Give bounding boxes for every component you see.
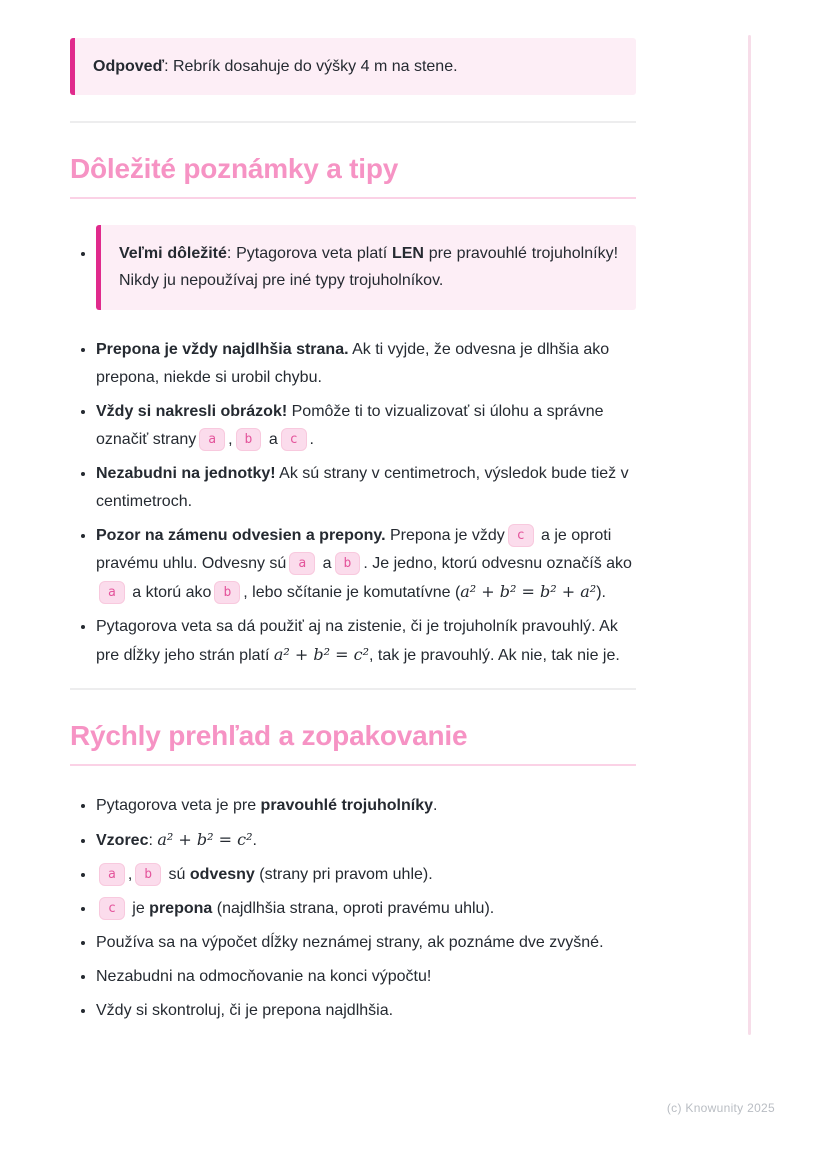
text-segment: pre pravouhlé trojuholníky! Nikdy ju nepoužívaj pre iné typy trojuholníkov.: [119, 245, 619, 290]
list-item: [96, 895, 636, 923]
text-segment: : Pytagorova veta platí: [226, 245, 392, 263]
bold-text-segment: pravouhlé trojuholníky: [260, 796, 434, 814]
bold-text-segment: Nezabudni na jednotky!: [96, 464, 276, 482]
inline-code-badge: b: [214, 581, 240, 604]
text-segment: Prepona je vždy: [385, 526, 505, 544]
list-item: [96, 398, 636, 454]
list-item: [96, 826, 636, 855]
important-callout-list: [70, 225, 636, 309]
text-segment: Pytagorova veta sa dá použiť aj na zistenie, či je trojuholník pravouhlý. Ak pre dĺžky jeho strán platí: [96, 617, 618, 664]
text-segment: Pytagorova veta je pre: [96, 796, 261, 814]
page-edge-line: [748, 35, 751, 1035]
text-segment: Ak sú strany v centimetroch, výsledok bude tiež v centimetroch.: [96, 464, 629, 510]
text-segment: a je oproti pravému uhlu. Odvesny sú: [96, 526, 612, 572]
text-segment: .: [252, 831, 257, 849]
bold-text-segment: Odpoveď: [93, 58, 165, 75]
text-segment: . Je jedno, ktorú odvesnu označíš ako: [363, 554, 632, 572]
text-segment: .: [309, 430, 314, 448]
text-segment: a: [264, 430, 278, 448]
text-segment: Vždy si skontroluj, či je prepona najdlhšia.: [96, 1001, 394, 1019]
section-title-summary: Rýchly prehľad a zopakovanie: [70, 720, 636, 766]
bold-text-segment: Prepona je vždy najdlhšia strana.: [96, 340, 349, 358]
inline-code-badge: a: [289, 552, 315, 575]
inline-code-badge: c: [508, 524, 534, 547]
list-item: [96, 861, 636, 889]
text-segment: Ak ti vyjde, že odvesna je dlhšia ako prepona, niekde si urobil chybu.: [96, 340, 610, 386]
text-segment: ,: [228, 430, 233, 448]
bold-text-segment: Pozor na zámenu odvesien a prepony.: [96, 526, 386, 544]
inline-code-badge: c: [281, 428, 307, 451]
text-segment: : Rebrík dosahuje do výšky 4 m na stene.: [164, 58, 458, 75]
text-segment: , lebo sčítanie je komutatívne (: [243, 583, 461, 601]
inline-code-badge: a: [99, 863, 125, 886]
document-content: [70, 38, 636, 1031]
list-item: [96, 963, 636, 991]
inline-code-badge: b: [335, 552, 361, 575]
inline-code-badge: a: [199, 428, 225, 451]
section-divider: [70, 121, 636, 123]
bold-text-segment: odvesny: [189, 865, 255, 883]
text-segment: ).: [596, 583, 606, 601]
math-expression: a² + b² = b² + a²: [460, 581, 597, 601]
section-title-notes: Dôležité poznámky a tipy: [70, 153, 636, 199]
bold-text-segment: LEN: [391, 245, 424, 263]
notes-bullet-list: [70, 336, 636, 670]
text-segment: , tak je pravouhlý. Ak nie, tak nie je.: [369, 646, 620, 664]
inline-code-badge: a: [99, 581, 125, 604]
text-segment: Používa sa na výpočet dĺžky neznámej strany, ak poznáme dve zvyšné.: [96, 933, 604, 951]
text-segment: :: [148, 831, 158, 849]
section-divider: [70, 688, 636, 690]
bold-text-segment: Vzorec: [96, 831, 149, 849]
answer-callout: [70, 38, 636, 95]
text-segment: (strany pri pravom uhle).: [254, 865, 433, 883]
inline-code-badge: c: [99, 897, 125, 920]
text-segment: a ktorú ako: [127, 583, 212, 601]
inline-code-badge: b: [236, 428, 262, 451]
text-segment: .: [433, 796, 438, 814]
list-item: [96, 225, 636, 309]
list-item: [96, 929, 636, 957]
bold-text-segment: Veľmi dôležité: [119, 245, 227, 263]
summary-bullet-list: [70, 792, 636, 1025]
list-item: [96, 613, 636, 670]
text-segment: ,: [127, 865, 133, 883]
list-item: [96, 792, 636, 820]
math-expression: a² + b² = c²: [273, 644, 370, 664]
list-item: [96, 336, 636, 392]
list-item: [96, 997, 636, 1025]
important-callout: [96, 225, 636, 309]
text-segment: a: [318, 554, 332, 572]
text-segment: je: [127, 899, 150, 917]
text-segment: Nezabudni na odmocňovanie na konci výpočtu!: [96, 967, 432, 985]
text-segment: Pomôže ti to vizualizovať si úlohu a správne označiť strany: [96, 402, 604, 448]
footer-copyright: (c) Knowunity 2025: [666, 1101, 775, 1115]
inline-code-badge: b: [135, 863, 161, 886]
bold-text-segment: Vždy si nakresli obrázok!: [96, 402, 288, 420]
list-item: [96, 522, 636, 607]
list-item: [96, 460, 636, 516]
bold-text-segment: prepona: [149, 899, 213, 917]
text-segment: sú: [164, 865, 190, 883]
text-segment: (najdlhšia strana, oproti pravému uhlu).: [212, 899, 495, 917]
math-expression: a² + b² = c²: [157, 829, 253, 849]
